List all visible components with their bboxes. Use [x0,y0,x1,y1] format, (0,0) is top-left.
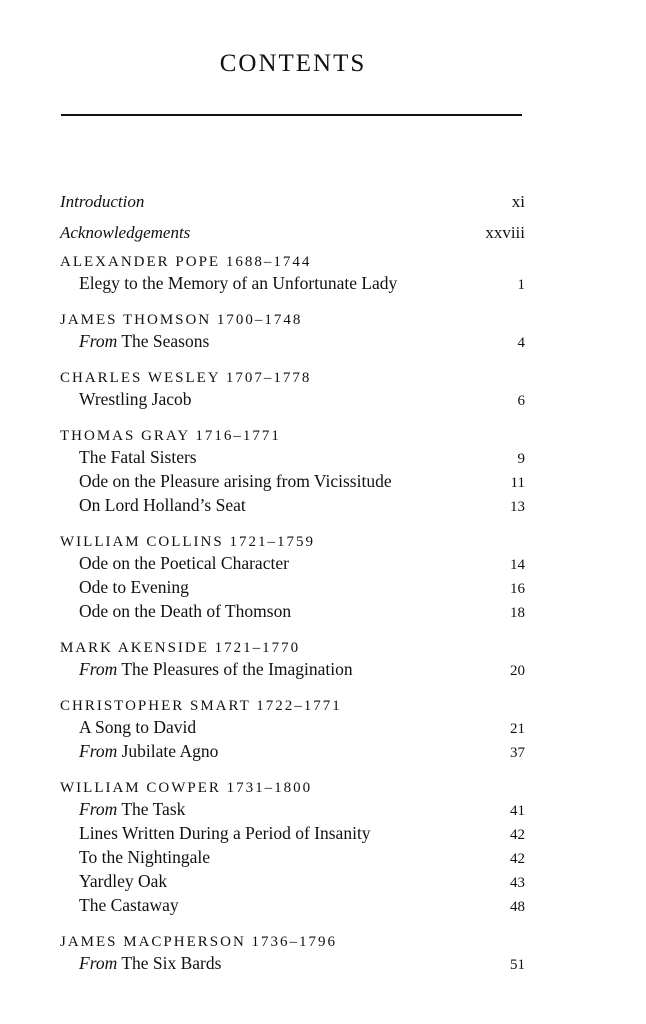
entry-title: On Lord Holland’s Seat [79,495,246,515]
author-section [60,254,525,296]
entry-title-group [79,798,185,820]
page-number: 16 [510,581,525,597]
entry-title-group [79,494,246,516]
entry-title-group [79,822,371,844]
author-heading: CHRISTOPHER SMART 1722–1771 [60,698,342,714]
page-number: 11 [510,475,525,491]
entry-title: The Fatal Sisters [79,447,197,467]
entry-title: The Castaway [79,895,179,915]
author-section [60,640,525,682]
page-number: 51 [510,957,525,973]
toc-entry [60,470,525,494]
entry-title: Lines Written During a Period of Insanity [79,823,371,843]
entry-title: Ode on the Poetical Character [79,553,289,573]
entry-title: The Six Bards [121,953,222,973]
author-heading: JAMES THOMSON 1700–1748 [60,312,303,328]
entry-title-group [79,552,289,574]
page-number: 48 [510,899,525,915]
entry-title: The Seasons [121,331,210,351]
toc-entry [60,446,525,470]
entry-prefix: From [79,799,118,819]
entry-prefix: From [79,659,118,679]
page-number: xi [511,192,525,211]
page-number: 42 [510,827,525,843]
entry-title: Jubilate Agno [121,741,219,761]
entry-prefix: From [79,953,118,973]
page-number: 6 [517,393,525,409]
page-number: 21 [510,721,525,737]
page-title: CONTENTS [219,50,367,77]
entry-title: The Pleasures of the Imagination [121,659,353,679]
entry-title: Introduction [60,192,145,211]
entry-title-group [79,576,189,598]
author-heading: THOMAS GRAY 1716–1771 [60,428,281,444]
front-matter-entry [60,192,525,212]
entry-title-group [79,740,218,762]
entry-title-group [79,894,179,916]
entry-title-group [79,272,397,294]
entry-title-group [79,870,167,892]
entry-title: Elegy to the Memory of an Unfortunate Lady [79,273,398,293]
entry-title-group [79,658,353,680]
front-matter-entry [60,223,525,243]
page-number: 37 [510,745,525,761]
entry-prefix: From [79,331,118,351]
author-heading: ALEXANDER POPE 1688–1744 [60,254,312,270]
entry-title-group [79,600,291,622]
entry-prefix: From [79,741,118,761]
page-number: 42 [510,851,525,867]
entry-title: The Task [121,799,186,819]
toc-entry [60,552,525,576]
author-heading: WILLIAM COLLINS 1721–1759 [60,534,315,550]
entry-title: Wrestling Jacob [79,389,192,409]
page-number: 18 [510,605,525,621]
toc-entry [60,576,525,600]
table-of-contents [60,192,525,992]
author-heading: MARK AKENSIDE 1721–1770 [60,640,301,656]
page-number: 9 [517,451,525,467]
page-number: 43 [510,875,525,891]
page-number: xxviii [485,223,525,242]
toc-entry [60,272,525,296]
entry-title: Acknowledgements [60,223,191,242]
toc-entry [60,600,525,624]
author-heading: CHARLES WESLEY 1707–1778 [60,370,312,386]
author-section [60,780,525,918]
toc-entry [60,388,525,412]
author-section [60,370,525,412]
entry-title: Ode to Evening [79,577,189,597]
entry-title-group [79,952,221,974]
page-number: 20 [510,663,525,679]
toc-entry [60,822,525,846]
author-section [60,934,525,976]
page-number: 14 [510,557,525,573]
page-number: 41 [510,803,525,819]
toc-entry [60,870,525,894]
toc-entry [60,894,525,918]
author-section [60,534,525,624]
page-number: 1 [517,277,525,293]
entry-title: Yardley Oak [79,871,168,891]
entry-title-group [79,446,197,468]
page-number: 13 [510,499,525,515]
entry-title: Ode on the Death of Thomson [79,601,292,621]
author-section [60,428,525,518]
toc-entry [60,330,525,354]
entry-title-group [79,716,196,738]
page-number: 4 [517,335,525,351]
entry-title: To the Nightingale [79,847,210,867]
author-heading: JAMES MACPHERSON 1736–1796 [60,934,338,950]
toc-entry [60,798,525,822]
toc-entry [60,716,525,740]
entry-title-group [79,388,192,410]
entry-title-group [79,330,209,352]
toc-entry [60,740,525,764]
entry-title: Ode on the Pleasure arising from Vicissitude [79,471,392,491]
toc-entry [60,846,525,870]
toc-entry [60,952,525,976]
author-section [60,312,525,354]
entry-title: A Song to David [79,717,197,737]
entry-title-group [79,846,210,868]
toc-entry [60,658,525,682]
author-section [60,698,525,764]
entry-title-group [79,470,392,492]
toc-entry [60,494,525,518]
author-heading: WILLIAM COWPER 1731–1800 [60,780,313,796]
title-rule [61,114,522,116]
